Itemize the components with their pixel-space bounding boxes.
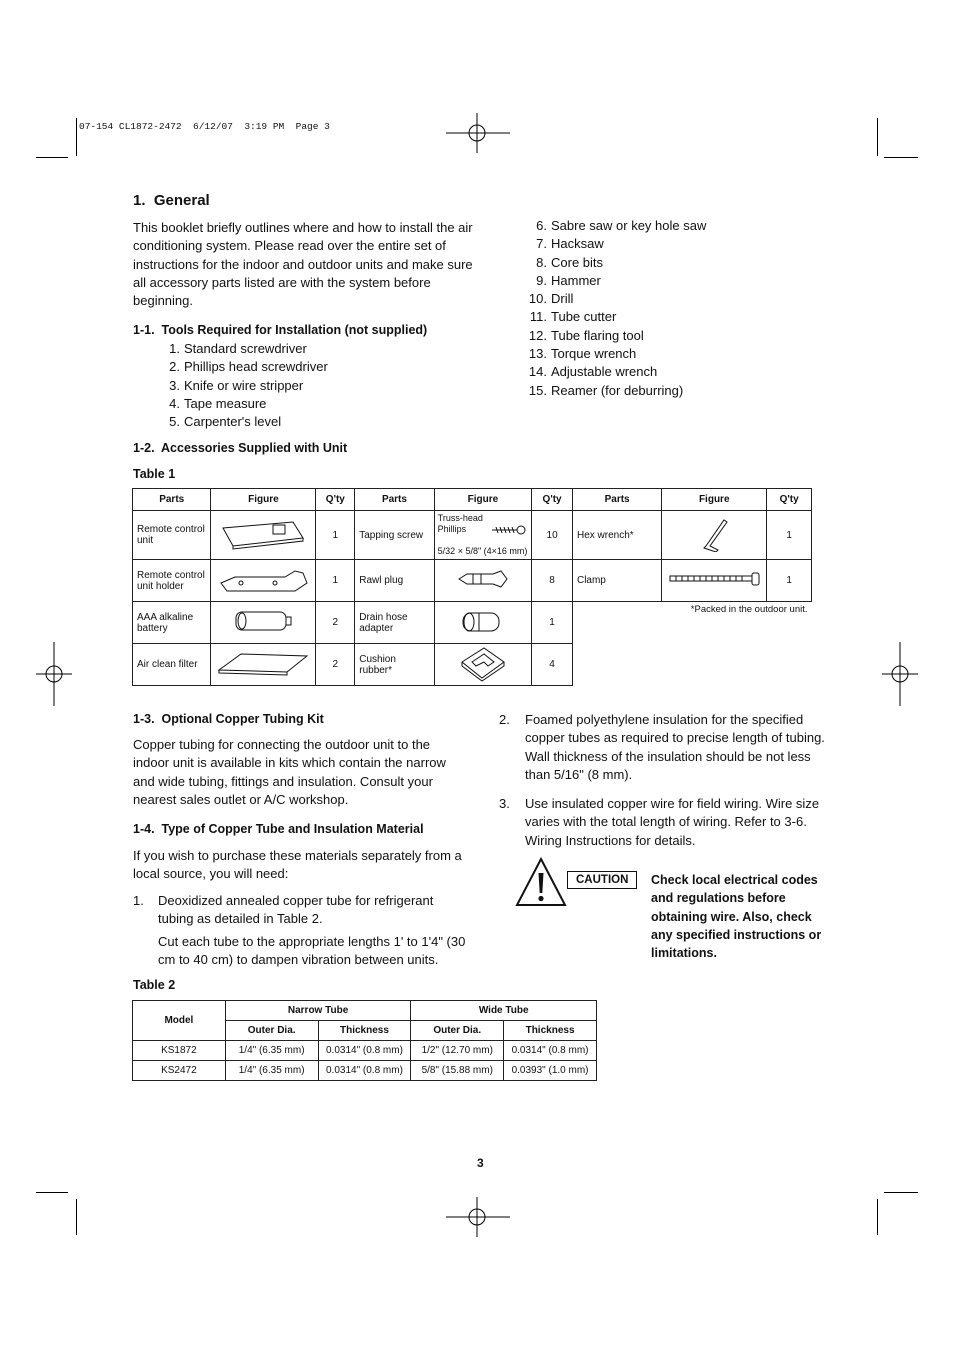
tools-heading: 1-1. Tools Required for Installation (not supplied)	[133, 323, 428, 337]
part-name: Clamp	[572, 560, 661, 602]
registration-mark-right	[882, 642, 918, 706]
header-parts: Parts	[572, 489, 661, 511]
qty: 10	[532, 511, 573, 560]
list-item: 14. Adjustable wrench	[528, 364, 658, 380]
cell-narrow-thickness: 0.0314" (0.8 mm)	[318, 1061, 411, 1081]
qty: 1	[767, 511, 812, 560]
cell-wide-thickness: 0.0393" (1.0 mm)	[504, 1061, 597, 1081]
header-figure: Figure	[434, 489, 532, 511]
cell-narrow-thickness: 0.0314" (0.8 mm)	[318, 1041, 411, 1061]
cell-wide-od: 1/2" (12.70 mm)	[411, 1041, 504, 1061]
cell-model: KS2472	[133, 1061, 226, 1081]
clamp-icon	[662, 560, 767, 602]
copper-type-heading: 1-4. Type of Copper Tube and Insulation Material	[133, 822, 424, 836]
packed-footnote: *Packed in the outdoor unit.	[690, 604, 808, 615]
remote-control-icon	[211, 511, 316, 560]
part-name: Tapping screw	[355, 511, 434, 560]
intro-paragraph: This booklet briefly outlines where and how to install the air conditioning system. Please read over the entire set of instructions for the indoor and outdoor units and make sure all accessory parts listed are with the system before beginning.	[133, 220, 473, 309]
table-row	[133, 560, 812, 602]
figure-caption: Truss-head Phillips	[437, 513, 483, 534]
table1-label: Table 1	[133, 467, 176, 481]
drain-hose-adapter-icon	[434, 602, 532, 644]
cell-narrow-od: 1/4" (6.35 mm)	[225, 1061, 318, 1081]
qty: 8	[532, 560, 573, 602]
header-parts: Parts	[355, 489, 434, 511]
copper-kit-heading: 1-3. Optional Copper Tubing Kit	[133, 712, 324, 726]
cushion-rubber-icon	[434, 644, 532, 686]
qty: 1	[316, 560, 355, 602]
table2-label: Table 2	[133, 978, 176, 992]
item-number: 2.	[499, 712, 510, 727]
copper-type-text: If you wish to purchase these materials separately from a local source, you will need:	[133, 848, 462, 882]
cell-narrow-od: 1/4" (6.35 mm)	[225, 1041, 318, 1061]
tools-list-right	[528, 217, 811, 400]
list-item: 8. Core bits	[536, 254, 604, 270]
item-number: 3.	[499, 796, 510, 811]
registration-mark-bottom	[446, 1197, 510, 1237]
page-number: 3	[477, 1156, 484, 1170]
rawl-plug-icon	[434, 560, 532, 602]
table-header-row	[133, 1001, 597, 1021]
header-model: Model	[133, 1001, 226, 1041]
header-qty: Q'ty	[532, 489, 573, 511]
list-item: 7. Hacksaw	[536, 236, 604, 252]
qty: 2	[316, 644, 355, 686]
table-row	[133, 602, 812, 644]
qty: 1	[532, 602, 573, 644]
tools-list-left	[169, 340, 444, 431]
caution-text: Check local electrical codes and regulations before obtaining wire. Also, check any specified instructions or limitations.	[651, 873, 822, 961]
part-name: Air clean filter	[133, 644, 211, 686]
air-filter-icon	[211, 644, 316, 686]
part-name: AAA alkaline battery	[133, 602, 211, 644]
part-name: Remote control unit	[133, 511, 211, 560]
accessories-heading: 1-2. Accessories Supplied with Unit	[133, 441, 348, 455]
screw-icon	[490, 525, 526, 535]
part-name: Drain hose adapter	[355, 602, 434, 644]
table-header-row	[133, 489, 812, 511]
copper-kit-text: Copper tubing for connecting the outdoor unit to the indoor unit is available in kits which contain the narrow and wide tubing, fittings and insulation. Consult your nearest sales outlet or A/C workshop.	[133, 737, 446, 807]
list-item: 6. Sabre saw or key hole saw	[536, 218, 707, 233]
list-item: 11. Tube cutter	[529, 309, 617, 325]
list-item: 9. Hammer	[536, 272, 601, 288]
figure-size: 5/32 × 5/8" (4×16 mm)	[437, 546, 528, 556]
copper-type-item-1-sub: Cut each tube to the appropriate lengths 1' to 1'4" (30 cm to 40 cm) to dampen vibration between units.	[158, 934, 466, 968]
list-item: 5. Carpenter's level	[169, 414, 282, 430]
list-item: 10. Drill	[528, 291, 574, 307]
list-item: 12. Tube flaring tool	[528, 327, 644, 343]
caution-label: CAUTION	[567, 871, 637, 889]
header-qty: Q'ty	[316, 489, 355, 511]
hex-wrench-icon	[662, 511, 767, 560]
list-item: 15. Reamer (for deburring)	[528, 382, 684, 398]
header-thickness: Thickness	[504, 1021, 597, 1041]
header-thickness: Thickness	[318, 1021, 411, 1041]
cell-wide-od: 5/8" (15.88 mm)	[411, 1061, 504, 1081]
part-name: Remote control unit holder	[133, 560, 211, 602]
qty: 1	[316, 511, 355, 560]
cell-model: KS1872	[133, 1041, 226, 1061]
header-qty: Q'ty	[767, 489, 812, 511]
copper-type-item-3: Use insulated copper wire for field wiring. Wire size varies with the total length of wiring. Refer to 3-6. Wiring Instructions for details.	[525, 796, 820, 848]
section-title: 1. General	[133, 192, 210, 209]
header-narrow-tube: Narrow Tube	[225, 1001, 411, 1021]
table-row	[133, 511, 812, 560]
qty: 2	[316, 602, 355, 644]
list-item: 2. Phillips head screwdriver	[169, 359, 328, 375]
table-row	[133, 1061, 597, 1081]
part-name: Rawl plug	[355, 560, 434, 602]
registration-mark-top	[446, 113, 510, 153]
header-wide-tube: Wide Tube	[411, 1001, 597, 1021]
header-figure: Figure	[662, 489, 767, 511]
header-outer-dia: Outer Dia.	[225, 1021, 318, 1041]
copper-tube-table	[132, 1000, 597, 1081]
copper-type-item-2: Foamed polyethylene insulation for the specified copper tubes as required to precise length of tubing. Wall thickness of the insulation should be not less than 5/16" (8 mm).	[525, 712, 825, 782]
accessories-table	[132, 488, 812, 686]
qty: 1	[767, 560, 812, 602]
table-row	[133, 1041, 597, 1061]
item-number: 1.	[133, 893, 144, 908]
part-name: Cushion rubber*	[355, 644, 434, 686]
copper-type-item-1: Deoxidized annealed copper tube for refrigerant tubing as detailed in Table 2.	[158, 893, 434, 927]
list-item: 4. Tape measure	[169, 395, 267, 411]
list-item: 1. Standard screwdriver	[169, 341, 307, 356]
header-figure: Figure	[211, 489, 316, 511]
tapping-screw-figure	[434, 511, 532, 560]
print-slug: 07-154 CL1872-2472 6/12/07 3:19 PM Page 3	[79, 121, 330, 132]
cell-wide-thickness: 0.0314" (0.8 mm)	[504, 1041, 597, 1061]
table-row	[133, 644, 812, 686]
part-name: Hex wrench*	[572, 511, 661, 560]
list-item: 13. Torque wrench	[528, 346, 637, 362]
remote-holder-icon	[211, 560, 316, 602]
registration-mark-left	[36, 642, 72, 706]
list-item: 3. Knife or wire stripper	[169, 377, 304, 393]
qty: 4	[532, 644, 573, 686]
header-outer-dia: Outer Dia.	[411, 1021, 504, 1041]
battery-icon	[211, 602, 316, 644]
header-parts: Parts	[133, 489, 211, 511]
warning-icon	[514, 856, 568, 908]
